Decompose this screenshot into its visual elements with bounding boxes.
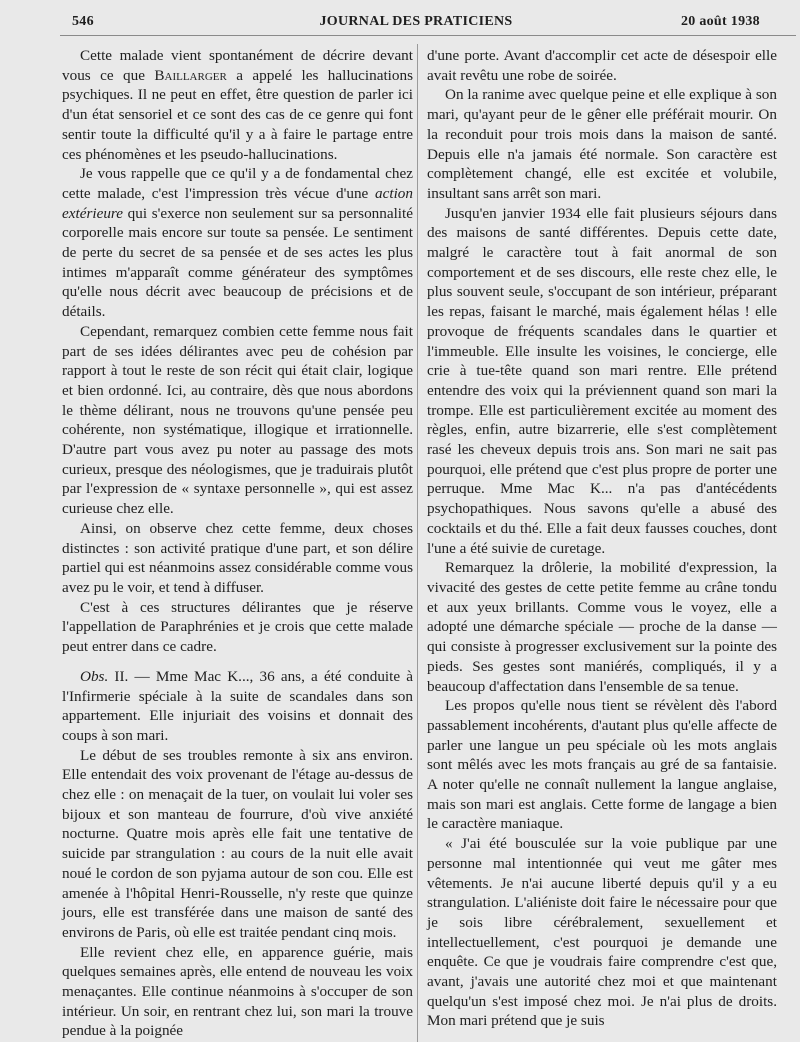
header-rule — [60, 35, 796, 36]
journal-title: JOURNAL DES PRATICIENS — [319, 14, 513, 29]
author-name: Baillarger — [154, 66, 227, 84]
column-divider — [417, 44, 418, 1042]
paragraph-text: a appelé les hallucinations psychiques. Il ne peut en effet, être question de parler ici d'un état sensoriel et ce sont des cas de ce genre qui font sentir toute la difficulté qu'il y a à faire le partage entre ces phénomènes et les pseudo-hallucinations. — [62, 66, 413, 163]
paragraph-continued: d'une porte. Avant d'accomplir cet acte de désespoir elle avait revêtu une robe de soirée. — [427, 47, 777, 84]
quotation-paragraph: « J'ai été bousculée sur la voie publique par une personne mal intentionnée qui veut me gâter mes vêtements. Je n'ai aucune liberté depuis qu'il y a eu strangulation. L'aliéniste doit faire le nécessaire pour que je sois libre cérébralement, sexuellement et intellectuellement, c'est pourquoi je demande une enquête. Ce que je voudrais faire comprendre c'est que, avant, j'avais une autorité chez moi et que maintenant quelqu'un s'est imposé chez moi. Je n'ai plus de droits. Mon mari prétend que je suis — [427, 835, 777, 1030]
issue-date: 20 août 1938 — [680, 14, 760, 29]
paragraph-text: Cette malade vient spontanément de décrire devant vous ce que — [62, 47, 413, 84]
paragraph: Les propos qu'elle nous tient se révèlent dès l'abord passablement incohérents, d'autant plus qu'elle affecte de parler une langue un peu spéciale où les mots anglais sont mêlés avec les mots français au gré de sa fantaisie. A noter qu'elle ne connaît nullement la langue anglaise, mais son mari est anglais. Cette forme de langage a bien le caractère maniaque. — [427, 697, 777, 833]
right-column — [427, 46, 777, 1031]
running-header — [72, 14, 760, 34]
paragraph: C'est à ces structures délirantes que je réserve l'appellation de Paraphrénies et je crois que cette malade peut entrer dans ce cadre. — [62, 598, 413, 656]
paragraph-text: qui s'exerce non seulement sur sa personnalité corporelle mais encore sur toute sa pensée. Le sentiment de perte du secret de sa pensée et de ses actes les plus intimes m'apparaît comme générateur des symptômes qu'elle nous décrit avec beaucoup de précisions et de détails. — [62, 204, 413, 321]
paragraph — [62, 46, 413, 164]
observation-heading-paragraph — [62, 667, 413, 746]
paragraph: Jusqu'en janvier 1934 elle fait plusieurs séjours dans des maisons de santé différentes. Depuis cette date, malgré le caractère tout à fait anormal de son comportement et de ses discours, elle reste chez elle, le plus souvent seule, s'occupant de son intérieur, préparant les repas, faisant le marché, mais également hélas ! elle provoque de fréquents scandales dans le quartier et l'immeuble. Elle insulte les voisines, le concierge, elle crie à tue-tête quand son mari rentre. Elle prétend entendre des voix qui la préviennent quand son mari la trompe. Elle est particulièrement excitée au moment des règles, enfin, autre bizarrerie, elle s'est complètement rasé les cheveux depuis trois ans. Son mari ne sait pas pourquoi, elle prétend que c'est plus propre de porter une perruque. Mme Mac K... n'a pas d'antécédents psychopathiques. Nous savons qu'elle a abusé des cocktails et du thé. Elle a fait deux fausses couches, dont l'une a été suivie de curetage. — [427, 204, 777, 557]
left-column — [62, 46, 413, 1041]
paragraph: Ainsi, on observe chez cette femme, deux choses distinctes : son activité pratique d'une part, et son délire partiel qui est néanmoins assez considérable comme vous avez pu le voir, et tend à diffuser. — [62, 519, 413, 596]
paragraph: Cependant, remarquez combien cette femme nous fait part de ses idées délirantes avec peu de cohésion par rapport à tout le reste de son récit qui était clair, logique et bien ordonné. Ici, au contraire, dès que nous abordons le thème délirant, nous ne trouvons qu'une pensée peu cohérente, non systématique, illogique et irrationnelle. D'autre part vous avez pu noter au passage des mots curieux, presque des néologismes, que je traduirais plutôt par l'expression de « syntaxe personnelle », qui est assez curieuse chez elle. — [62, 322, 413, 518]
paragraph: Le début de ses troubles remonte à six ans environ. Elle entendait des voix provenant de l'étage au-dessus de chez elle : on menaçait de la tuer, on voulait lui voler ses bijoux et son manteau de fourrure, d'où vive anxiété nocturne. Quatre mois après elle fait une tentative de suicide par strangulation : au cours de la nuit elle avait noué le cordon de son pyjama autour de son cou. Elle est amenée à l'hôpital Henri-Rousselle, n'y reste que quinze jours, elle est transférée dans une maison de santé des environs de Paris, où elle est traitée pendant cinq mois. — [62, 746, 413, 941]
page-number: 546 — [72, 14, 94, 29]
paragraph — [62, 164, 413, 322]
paragraph: On la ranime avec quelque peine et elle explique à son mari, qu'ayant peur de le gêner elle préférait mourir. On la reconduit pour trois mois dans la maison de santé. Depuis elle n'a jamais été normale. Son caractère est complètement changé, elle est excitée et volubile, insultant sans arrêt son mari. — [427, 86, 777, 202]
observation-label: Obs. — [80, 667, 109, 685]
paragraph-text: Je vous rappelle que ce qu'il y a de fondamental chez cette malade, c'est l'impression très vécue d'une — [62, 165, 413, 202]
paragraph: Remarquez la drôlerie, la mobilité d'expression, la vivacité des gestes de cette petite femme au crâne tondu et aux yeux brillants. Comme vous le voyez, elle a adopté une démarche spéciale — proche de la danse — qui consiste à progresser exclusivement sur la pointe des pieds. Ses gestes sont maniérés, compliqués, il y a beaucoup d'affectation dans l'ensemble de sa tenue. — [427, 559, 777, 695]
emphasis-text: action extérieure — [62, 184, 413, 222]
paragraph-text: II. — Mme Mac K..., 36 ans, a été conduite à l'Infirmerie spéciale à la suite de scandales dans son appartement. Elle injuriait des voisins et donnait des coups à son mari. — [62, 667, 413, 744]
paragraph: Elle revient chez elle, en apparence guérie, mais quelques semaines après, elle entend de nouveau les voix menaçantes. Elle continue néanmoins à s'occuper de son intérieur. Un soir, en rentrant chez lui, son mari la trouve pendue à la poignée — [62, 943, 413, 1040]
